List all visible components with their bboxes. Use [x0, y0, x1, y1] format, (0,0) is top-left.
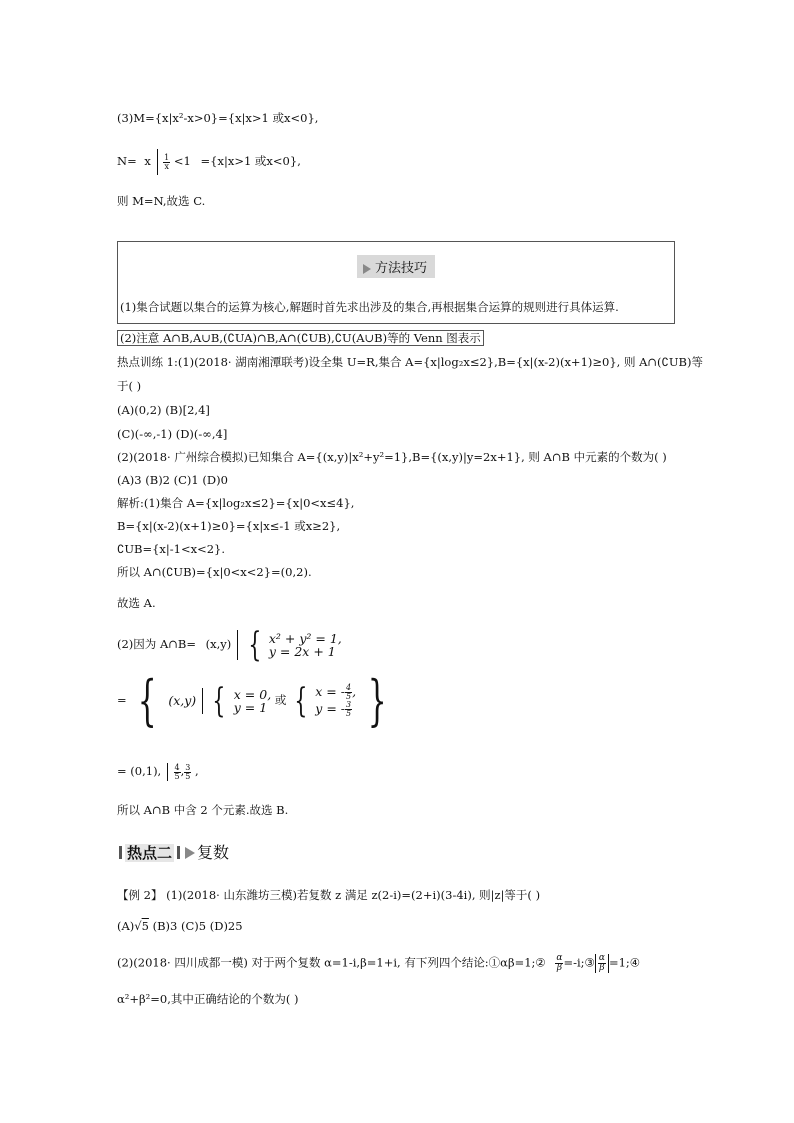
- example2-question2: (2)(2018· 四川成都一模) 对于两个复数 α=1-i,β=1+i, 有下列四个结论:①αβ=1;② $\frac{\alpha}{\beta}$ =-i;③ $\frac{\alpha}{\beta}$ =1;④: [117, 953, 641, 973]
- solution-pairs-line: = { (x,y) { x = 0, y = 1 或 { x = - $\frac{4}{5}$ , y = - $\frac{3}{5}$ }: [117, 669, 387, 732]
- method-tip-1: (1)集合试题以集合的运算为核心,解题时首先求出涉及的集合,再根据集合运算的规则进行具体运算.: [120, 300, 619, 314]
- n-x: x: [144, 154, 151, 168]
- exercise1-question2: (2)(2018· 广州综合模拟)已知集合 A={(x,y)|x²+y²=1},B={(x,y)|y=2x+1}, 则 A∩B 中元素的个数为( ): [117, 450, 667, 464]
- left-brace: {: [138, 669, 157, 732]
- solution-line-3: ∁UB={x|-1<x<2}.: [117, 542, 226, 556]
- or-word: 或: [274, 693, 287, 707]
- n-rest: ={x|x>1 或x<0},: [200, 154, 301, 168]
- m-set-line: (3)M={x|x²-x>0}={x|x>1 或x<0},: [117, 111, 319, 125]
- example2-options: (A)√5 (B)3 (C)5 (D)25: [117, 919, 243, 933]
- exercise1-question1-cont: 于( ): [117, 379, 142, 393]
- n-prefix: N=: [117, 154, 137, 168]
- set-bar: [167, 763, 168, 781]
- method-tips-box: [117, 241, 675, 324]
- solution-final: 所以 A∩B 中含 2 个元素.故选 B.: [117, 803, 289, 817]
- method-tip-2: (2)注意 A∩B,A∪B,(∁UA)∩B,A∩(∁UB),∁U(A∪B)等的 Venn 图表示: [117, 332, 484, 346]
- example2-question2-cont: α²+β²=0,其中正确结论的个数为( ): [117, 992, 299, 1006]
- n-condition: <1: [173, 154, 191, 168]
- solution-system-line: (2)因为 A∩B= (x,y) { x² + y² = 1, y = 2x + 1: [117, 625, 342, 665]
- exercise1-options-cd: (C)(-∞,-1) (D)(-∞,4]: [117, 427, 228, 441]
- heading-bar: [119, 846, 122, 859]
- n-set-line: [117, 149, 301, 175]
- example2-question1: 【例 2】 (1)(2018· 山东潍坊三模)若复数 z 满足 z(2-i)=(2+i)(3-4i), 则|z|等于( ): [117, 888, 541, 902]
- right-brace: }: [367, 669, 387, 732]
- exercise1-options2: (A)3 (B)2 (C)1 (D)0: [117, 473, 228, 487]
- left-brace: {: [247, 625, 261, 665]
- set-bar: [157, 149, 158, 175]
- heading-bar: [177, 846, 180, 859]
- exercise1-question1: 热点训练 1:(1)(2018· 湖南湘潭联考)设全集 U=R,集合 A={x|log₂x≤2},B={x|(x-2)(x+1)≥0}, 则 A∩(∁UB)等: [117, 355, 703, 369]
- solution-result-line: = (0,1), $\frac{4}{5}$ , $\frac{3}{5}$ ,: [117, 762, 199, 781]
- left-brace: {: [294, 681, 308, 721]
- play-triangle-icon: [363, 264, 371, 274]
- set-bar: [202, 688, 203, 714]
- equation-system: x² + y² = 1, y = 2x + 1: [268, 630, 342, 659]
- n-fraction: $\frac{1}{x}$: [164, 152, 170, 171]
- sqrt-symbol: √: [134, 919, 142, 933]
- solution-line-1: 解析:(1)集合 A={x|log₂x≤2}={x|0<x≤4},: [117, 496, 355, 510]
- play-triangle-icon: [185, 847, 195, 859]
- left-brace: {: [212, 681, 226, 721]
- solution-line-5: 故选 A.: [117, 596, 156, 610]
- solution-line-4: 所以 A∩(∁UB)={x|0<x<2}=(0,2).: [117, 565, 312, 579]
- solution-2: x = - $\frac{4}{5}$ , y = - $\frac{3}{5}$: [315, 683, 357, 718]
- conclusion-c: 则 M=N,故选 C.: [117, 194, 206, 208]
- hotspot-2-heading: 热点二 复数: [119, 840, 229, 863]
- abs-value: $\frac{\alpha}{\beta}$: [595, 954, 609, 973]
- solution-1: x = 0, y = 1: [233, 686, 272, 715]
- solution-line-2: B={x|(x-2)(x+1)≥0}={x|x≤-1 或x≥2},: [117, 519, 341, 533]
- method-tips-title: 方法技巧: [357, 255, 435, 278]
- set-bar: [237, 630, 238, 660]
- exercise1-options-ab: (A)(0,2) (B)[2,4]: [117, 403, 210, 417]
